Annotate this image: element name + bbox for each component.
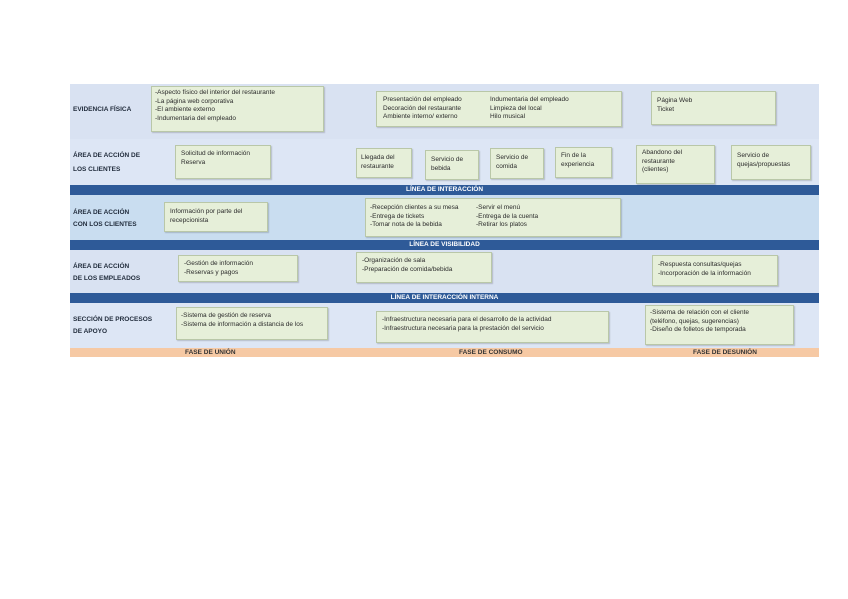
phase-union: FASE DE UNIÓN [185, 349, 236, 356]
box-line: Página Web [657, 97, 693, 104]
box-line: (teléfono, quejas, sugerencias) [650, 317, 739, 325]
box-comida [490, 148, 544, 179]
box-bebida [425, 150, 479, 180]
box-line: quejas/propuestas [737, 160, 791, 168]
box-line: Fin de la [561, 152, 586, 159]
box-fin [555, 147, 612, 178]
box-line: -Preparación de comida/bebida [362, 265, 453, 273]
box-line: -Infraestructura necesaria para la prestación del servicio [382, 324, 544, 332]
box-sistema-reserva [176, 307, 328, 340]
row-label-line: CON LOS CLIENTES [73, 221, 137, 228]
box-line: -Reservas y pagos [184, 268, 239, 276]
box-line: Servicio de [431, 156, 464, 163]
row-label-line: LOS CLIENTES [73, 166, 121, 173]
box-line: Decoración del restaurante [383, 104, 462, 112]
box-line: -Infraestructura necesaria para el desarrollo de la actividad [382, 316, 552, 323]
box-contacto-consumo [365, 198, 621, 237]
box-line: bebida [431, 164, 451, 172]
box-evidencia-desunion [651, 91, 776, 125]
row-label-accion-clientes [73, 150, 140, 176]
row-label-text: EVIDENCIA FÍSICA [73, 106, 132, 113]
box-col-right [490, 96, 569, 122]
box-line: Abandono del [642, 149, 683, 156]
row-label-line: ÁREA DE ACCIÓN [73, 209, 130, 216]
box-respuesta [652, 255, 778, 286]
box-line: Reserva [181, 158, 206, 166]
box-relacion-cliente [645, 305, 794, 345]
box-line: comida [496, 162, 517, 170]
box-abandono [636, 145, 715, 184]
box-line: Llegada del [361, 154, 395, 161]
line-interaccion-interna: LÍNEA DE INTERACCIÓN INTERNA [70, 293, 819, 303]
box-col-right [476, 204, 538, 230]
row-label-line: DE APOYO [73, 328, 108, 335]
box-solicitud [175, 145, 271, 179]
box-line: Ambiente interno/ externo [383, 113, 458, 120]
box-llegada [356, 148, 412, 178]
box-line: -Aspecto físico del interior del restaurante [155, 89, 275, 96]
box-line: Indumentaria del empleado [490, 96, 569, 103]
row-label-line: SECCIÓN DE PROCESOS [73, 316, 153, 323]
box-line: -Organización de sala [362, 257, 426, 264]
box-line: -Tomar nota de la bebida [370, 221, 442, 228]
box-evidencia-union [151, 86, 324, 132]
box-line: (clientes) [642, 166, 669, 173]
row-label-procesos [73, 314, 152, 338]
box-col-left [370, 204, 459, 230]
box-line: Ticket [657, 105, 675, 113]
box-quejas [731, 145, 811, 180]
box-line: -Incorporación de la información [658, 269, 751, 277]
box-line: -Entrega de la cuenta [476, 212, 539, 220]
box-line: -Gestión de información [184, 260, 254, 267]
box-gestion-info [178, 255, 298, 282]
box-line: restaurante [361, 162, 394, 170]
phase-desunion: FASE DE DESUNIÓN [693, 349, 757, 356]
box-line: restaurante [642, 157, 675, 165]
phase-bar [70, 348, 819, 357]
box-organizacion [356, 252, 492, 283]
box-line: Servicio de [737, 152, 770, 159]
box-line: -Sistema de gestión de reserva [181, 312, 271, 319]
box-line: Hilo musical [490, 113, 526, 120]
box-line: Servicio de [496, 154, 529, 161]
box-infraestructura [376, 311, 609, 343]
box-line: Solicitud de información [181, 150, 251, 157]
box-line: recepcionista [170, 216, 209, 224]
box-line: -Servir el menú [476, 204, 521, 211]
line-interaccion: LÍNEA DE INTERACCIÓN [70, 185, 819, 195]
box-evidencia-consumo [376, 91, 622, 127]
box-col-left [383, 96, 462, 122]
box-line: -Recepción clientes a su mesa [370, 204, 459, 211]
row-label-line: ÁREA DE ACCIÓN [73, 263, 130, 270]
row-label-accion-contacto [73, 207, 137, 231]
box-line: experiencia [561, 160, 595, 168]
box-line: Información por parte del [170, 208, 243, 215]
box-line: -Sistema de información a distancia de los [181, 320, 304, 328]
box-line: -El ambiente externo [155, 106, 215, 113]
box-line: -Retirar los platos [476, 221, 527, 228]
row-label-empleados [73, 261, 140, 285]
row-label-evidencia [73, 104, 131, 116]
phase-consumo: FASE DE CONSUMO [459, 349, 523, 356]
box-line: Limpieza del local [490, 104, 542, 112]
box-line: -La página web corporativa [155, 97, 234, 105]
box-info-recepcionista [164, 202, 268, 232]
box-line: -Sistema de relación con el cliente [650, 309, 749, 316]
row-label-line: DE LOS EMPLEADOS [73, 275, 141, 282]
box-line: -Respuesta consultas/quejas [658, 261, 742, 268]
line-visibilidad: LÍNEA DE VISIBILIDAD [70, 240, 819, 250]
box-line: -Indumentaria del empleado [155, 114, 236, 122]
box-line: -Diseño de folletos de temporada [650, 326, 746, 333]
row-label-line: ÁREA DE ACCIÓN DE [73, 152, 141, 159]
box-line: Presentación del empleado [383, 96, 462, 103]
box-line: -Entrega de tickets [370, 212, 425, 220]
